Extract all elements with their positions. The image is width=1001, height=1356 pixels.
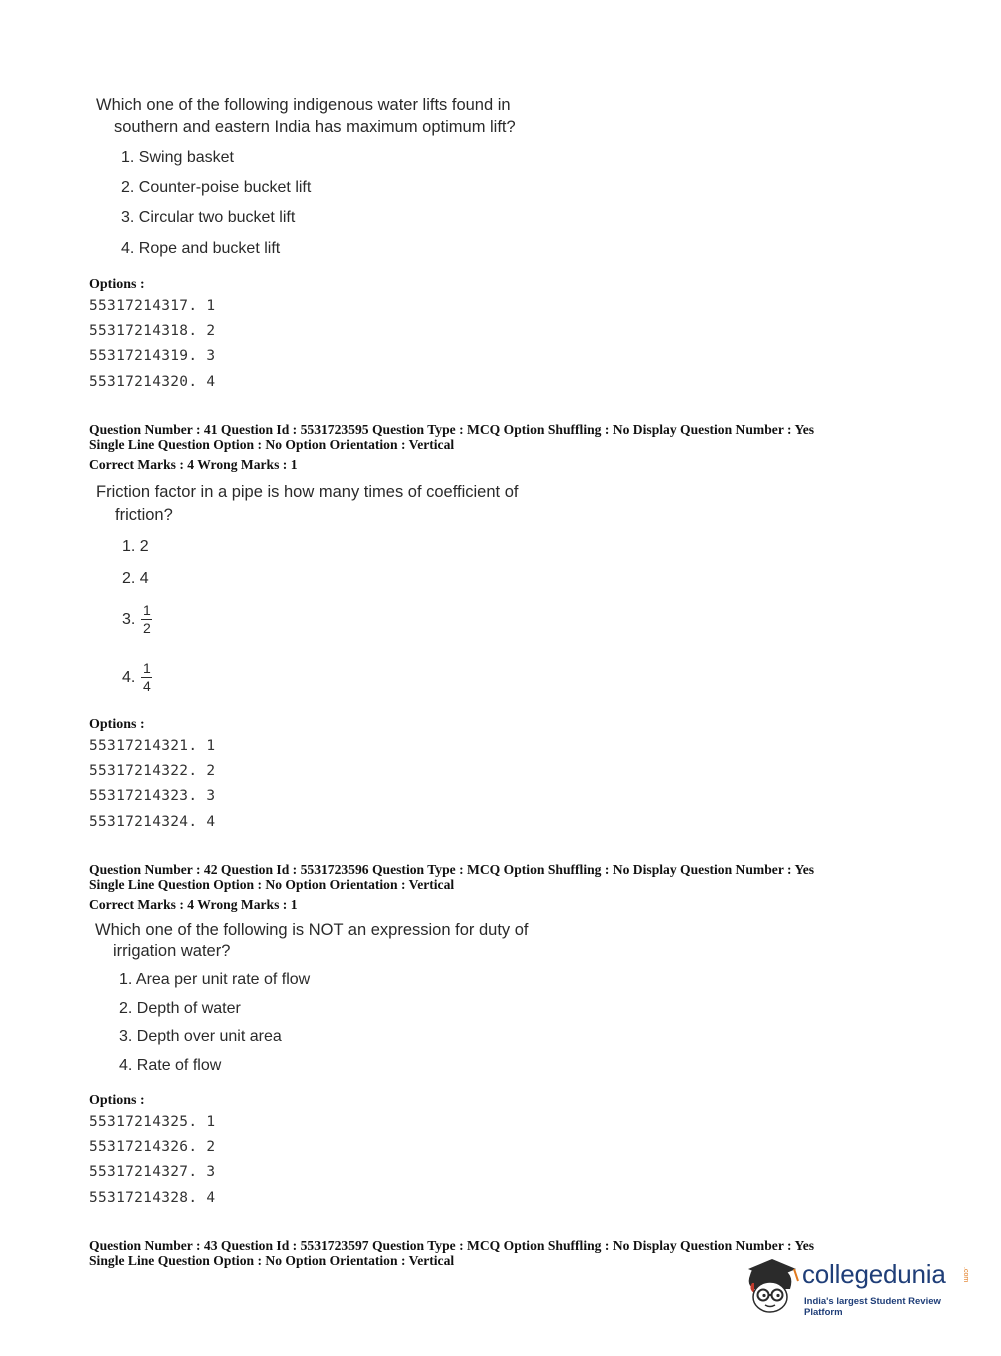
choice-1: 1. Area per unit rate of flow: [119, 971, 311, 988]
fraction-one-half: [141, 603, 152, 636]
choice-3-number: 3.: [122, 610, 136, 628]
choice-4: 4. Rope and bucket lift: [121, 240, 281, 257]
option-id-2: 55317214322. 2: [89, 763, 216, 779]
mascot-icon: [742, 1253, 802, 1319]
choice-3: [122, 603, 152, 636]
brand-tagline: India's largest Student Review Platform: [804, 1296, 941, 1318]
option-id-4: 55317214324. 4: [89, 814, 216, 830]
question-meta-line1: Question Number : 43 Question Id : 5531723597 Question Type : MCQ Option Shuffling : No Display Question Number : Yes: [89, 1238, 815, 1253]
brand-com: .com: [962, 1267, 969, 1283]
question-text-line1: Friction factor in a pipe is how many times of coefficient of: [96, 483, 519, 501]
question-text-line2: irrigation water?: [113, 942, 231, 960]
choice-3: 3. Depth over unit area: [119, 1028, 282, 1045]
option-id-3: 55317214323. 3: [89, 788, 216, 804]
brand-name: collegedunia: [802, 1259, 946, 1289]
options-label: Options :: [89, 277, 145, 292]
options-label: Options :: [89, 1093, 145, 1108]
option-id-2: 55317214318. 2: [89, 323, 216, 339]
option-id-1: 55317214321. 1: [89, 738, 216, 754]
fraction-numerator: 1: [142, 660, 151, 676]
fraction-numerator: 1: [142, 602, 151, 618]
choice-4: 4. Rate of flow: [119, 1057, 222, 1074]
option-id-2: 55317214326. 2: [89, 1139, 216, 1155]
question-text-line2: southern and eastern India has maximum optimum lift?: [114, 118, 516, 136]
option-id-3: 55317214319. 3: [89, 348, 216, 364]
options-label: Options :: [89, 717, 145, 732]
choice-4-number: 4.: [122, 668, 136, 686]
option-id-3: 55317214327. 3: [89, 1164, 216, 1180]
question-meta-line1: Question Number : 41 Question Id : 5531723595 Question Type : MCQ Option Shuffling : No Display Question Number : Yes: [89, 422, 815, 437]
fraction-denominator: 2: [142, 620, 151, 636]
fraction-denominator: 4: [142, 678, 151, 694]
choice-3: 3. Circular two bucket lift: [121, 209, 296, 226]
question-meta-line2: Single Line Question Option : No Option Orientation : Vertical: [89, 437, 455, 452]
question-meta-line1: Question Number : 42 Question Id : 5531723596 Question Type : MCQ Option Shuffling : No Display Question Number : Yes: [89, 862, 815, 877]
choice-2: 2. Depth of water: [119, 1000, 241, 1017]
option-id-1: 55317214325. 1: [89, 1114, 216, 1130]
question-text-line1: Which one of the following indigenous water lifts found in: [96, 96, 511, 114]
fraction-one-quarter: [141, 661, 152, 694]
question-text-line2: friction?: [115, 506, 173, 524]
question-marks: Correct Marks : 4 Wrong Marks : 1: [89, 897, 298, 912]
choice-2: 2. Counter-poise bucket lift: [121, 179, 312, 196]
choice-1: 1. Swing basket: [121, 149, 234, 166]
question-meta-line2: Single Line Question Option : No Option Orientation : Vertical: [89, 877, 455, 892]
option-id-4: 55317214328. 4: [89, 1190, 216, 1206]
question-meta-line2: Single Line Question Option : No Option Orientation : Vertical: [89, 1253, 455, 1268]
question-marks: Correct Marks : 4 Wrong Marks : 1: [89, 457, 298, 472]
option-id-1: 55317214317. 1: [89, 298, 216, 314]
choice-4: [122, 661, 152, 694]
collegedunia-logo: [742, 1253, 972, 1319]
choice-1: 1. 2: [122, 538, 149, 555]
choice-2: 2. 4: [122, 570, 149, 587]
option-id-4: 55317214320. 4: [89, 374, 216, 390]
question-text-line1: Which one of the following is NOT an expression for duty of: [95, 921, 529, 939]
